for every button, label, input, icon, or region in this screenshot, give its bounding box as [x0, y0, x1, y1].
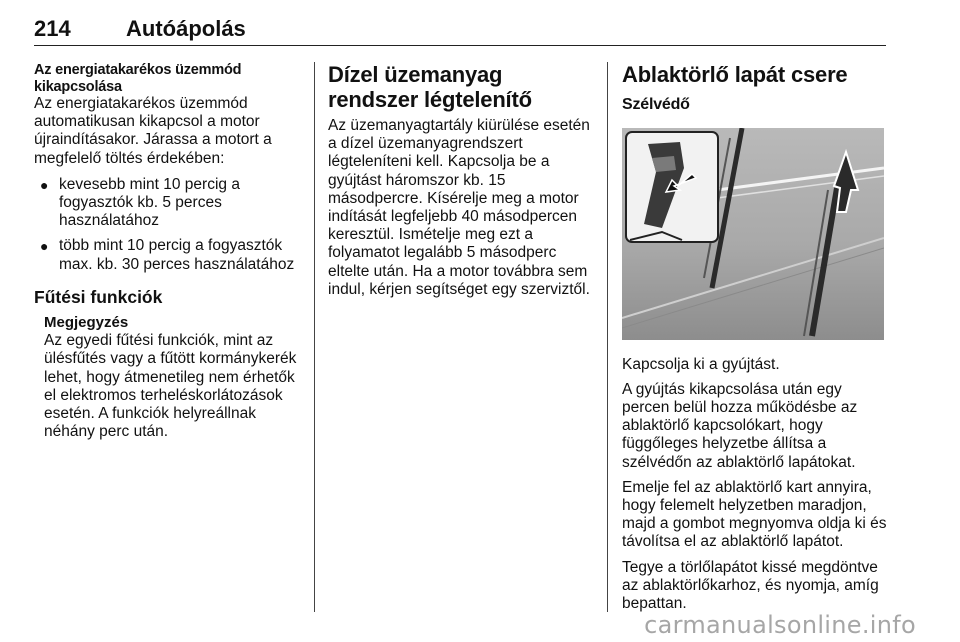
- windscreen-subheading: Szélvédő: [622, 96, 690, 113]
- diesel-heading: Dízel üzemanyag rendszer légtelenítő: [328, 62, 532, 112]
- note-text: Az egyedi fűtési funkciók, mint az ülésfűtés vagy a fűtött kormánykerék lehet, hogy átmenetileg nem érhetők el elektromos terheléskorlátozások esetén. A funkciók helyreállnak néhány perc után.: [44, 332, 297, 441]
- energy-saving-intro: Az energiatakarékos üzemmód automatikusan kikapcsol a motor újraindításakor. Járassa a motort a megfelelő töltés érdekében:: [34, 95, 272, 167]
- column-diesel-bleeding: [328, 62, 594, 299]
- page-header: [34, 12, 886, 46]
- wiper-heading: Ablaktörlő lapát csere: [622, 62, 848, 87]
- bullet-icon: ●: [40, 176, 49, 193]
- energy-saving-list: [34, 176, 302, 274]
- wiper-step-1: Kapcsolja ki a gyújtást.: [622, 355, 780, 373]
- column-divider: [607, 62, 608, 612]
- column-wiper-blade: [622, 62, 888, 613]
- note-title: Megjegyzés: [44, 314, 129, 332]
- wiper-step-3: Emelje fel az ablaktörlő kart annyira, hogy felemelt helyzetben maradjon, majd a gombot megnyomva oldja ki és távolítsa el az ablaktörlő lapátot.: [622, 478, 887, 551]
- diesel-text: Az üzemanyagtartály kiürülése esetén a dízel üzemanyagrendszert légteleníteni kell. Kapcsolja be a gyújtást háromszor kb. 15 másodpercre. Kísérelje meg a motor indítását legfeljebb 40 másodpercen keresztül. Ismételje meg ezt a folyamatot legalább 5 másodperc eltelte után. Ha a motor továbbra sem indul, kérjen segítséget egy szerviztől.: [328, 117, 590, 298]
- note-block: [34, 314, 302, 441]
- wiper-step-4: Tegye a törlőlapátot kissé megdöntve az ablaktörlőkarhoz, és nyomja, amíg bepattan.: [622, 558, 879, 612]
- column-energy-saving: [34, 62, 302, 441]
- wiper-illustration-graphic: [622, 128, 884, 340]
- energy-saving-heading: Az energiatakarékos üzemmód kikapcsolása: [34, 62, 242, 95]
- list-item: [34, 237, 302, 273]
- list-item: [34, 176, 302, 231]
- wiper-step-2: A gyújtás kikapcsolása után egy percen belül hozza működésbe az ablaktörlő kapcsolókart, hogy függőleges helyzetbe állítsa a szélvédőn az ablaktörlő lapátokat.: [622, 380, 858, 471]
- watermark: carmanualsonline.info: [644, 611, 916, 639]
- bullet-icon: ●: [40, 238, 49, 255]
- column-divider: [314, 62, 315, 612]
- wiper-illustration: [622, 128, 884, 340]
- heating-functions-heading: Fűtési funkciók: [34, 286, 163, 307]
- list-item-text: kevesebb mint 10 percig a fogyasztók kb. 5 perces használatához: [59, 175, 240, 230]
- list-item-text: több mint 10 percig a fogyasztók max. kb. 30 perces használatához: [59, 237, 295, 273]
- chapter-title: Autóápolás: [126, 16, 246, 41]
- page-number: 214: [34, 16, 71, 41]
